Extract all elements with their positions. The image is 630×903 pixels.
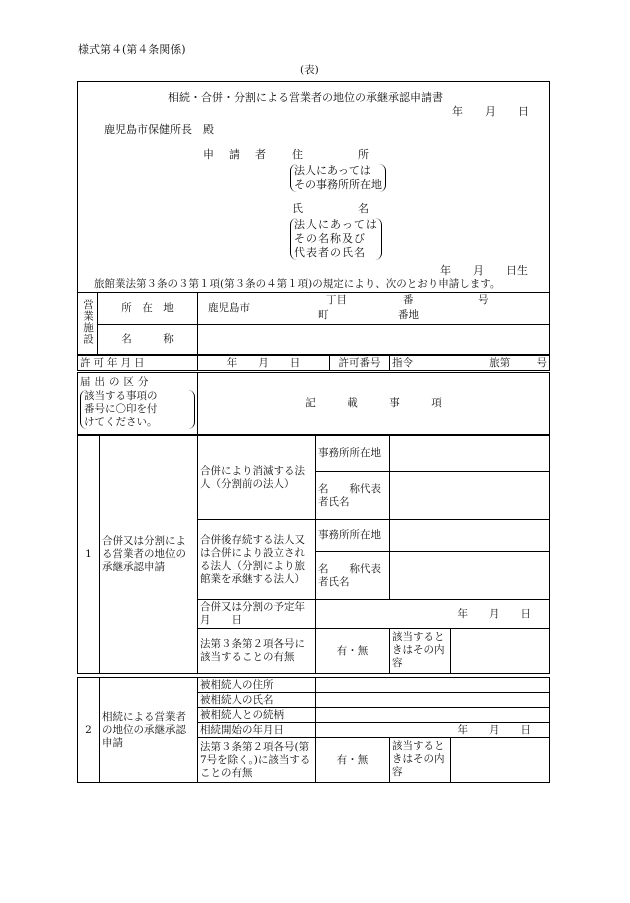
start-date-value[interactable]: 年 月 日 [316, 723, 550, 738]
surviving-corp-label: 合併後存続する法人又は合併により設立される法人（分割により旅館業を承継する法人） [198, 520, 316, 600]
entries-header: 記 載 事 項 [198, 373, 550, 435]
permit-date-value[interactable]: 年 月 日 [198, 356, 330, 371]
permit-table [77, 355, 550, 371]
details-value-2[interactable] [451, 738, 549, 782]
details-value[interactable] [451, 629, 549, 673]
name-value[interactable] [198, 325, 550, 355]
heir-row-label: 被相続人との続柄 [198, 708, 316, 723]
name-note-line: 代表者の氏名 [294, 246, 366, 259]
yes-no[interactable]: 有・無 [316, 629, 390, 674]
notification-note-line: けてください。 [84, 416, 158, 428]
addressee: 鹿児島市保健所長 殿 [104, 123, 214, 136]
planned-date-value[interactable]: 年 月 日 [316, 600, 550, 629]
name-label: 名 称 [98, 325, 198, 355]
statement: 旅館業法第３条の３第１項(第３条の４第１項)の規定により、次のとおり申請します。 [94, 278, 501, 290]
notification-note-line: 番号に〇印を付 [84, 403, 158, 415]
planned-date-label: 合併又は分割の予定年 月 日 [198, 600, 316, 629]
banchi: 番地 [398, 309, 419, 321]
permit-go: 号 [536, 356, 547, 369]
section1-number[interactable]: 1 [78, 436, 100, 674]
surviving-office-value[interactable] [390, 520, 550, 552]
details-label: 該当するときはその内容 [390, 629, 451, 673]
section2-table [77, 677, 550, 783]
go: 号 [478, 294, 489, 306]
permit-number-label: 許可番号 [330, 356, 390, 371]
applicant-name-label: 氏 名 [292, 202, 369, 215]
name-note-line: その名称及び [294, 232, 366, 245]
dissolved-office-value[interactable] [390, 436, 550, 472]
notification-cell [78, 373, 198, 435]
heir-row-value[interactable] [316, 708, 550, 723]
section2-number[interactable]: 2 [78, 678, 100, 783]
application-date[interactable]: 年 月 日 [452, 105, 529, 118]
section1-table [77, 435, 550, 674]
details-label-2: 該当するときはその内容 [390, 738, 451, 782]
details-cell-2[interactable] [390, 738, 550, 783]
ryokan: 旅第 [489, 356, 511, 369]
section2-label: 相続による営業者の地位の承継承認申請 [100, 678, 198, 783]
address-note [290, 164, 386, 192]
yes-no-2[interactable]: 有・無 [316, 738, 390, 783]
facility-table [77, 292, 550, 355]
name-note [290, 218, 382, 260]
heir-row-label: 被相続人の氏名 [198, 693, 316, 708]
address-note-line: その事務所所在地 [294, 178, 382, 191]
heir-row-value[interactable] [316, 693, 550, 708]
side-label: (表) [300, 64, 319, 76]
machi: 町 [318, 309, 329, 321]
name-note-line: 法人にあっては [294, 218, 378, 231]
city: 鹿児島市 [208, 302, 250, 314]
surviving-name-value[interactable] [390, 552, 550, 600]
dissolved-name-value[interactable] [390, 472, 550, 520]
applicant-address-label: 住 所 [292, 148, 369, 161]
name-rep-label-2: 名 称代表者氏名 [316, 552, 390, 600]
address-note-line: 法人にあっては [294, 164, 371, 177]
permit-number-parts [392, 357, 547, 370]
form-title: 相続・合併・分割による営業者の地位の承継承認申請書 [168, 91, 443, 104]
location-value[interactable] [198, 293, 550, 325]
art3-label-2: 法第３条第２項各号(第7号を除く。)に該当することの有無 [198, 738, 316, 783]
office-location-label-2: 事務所所在地 [316, 520, 390, 552]
chome: 丁目 [326, 294, 347, 306]
details-cell[interactable] [390, 629, 550, 674]
applicant-label: 申 請 者 [203, 148, 268, 161]
facility-group-label: 営業施設 [78, 293, 98, 355]
heir-row-value[interactable] [316, 678, 550, 693]
section1-label: 合併又は分割による営業者の地位の承継承認申請 [100, 436, 198, 674]
location-label: 所 在 地 [98, 293, 198, 325]
ban: 番 [403, 294, 414, 306]
notification-label: 届出の区分 [80, 376, 153, 388]
permit-date-label: 許可年月日 [78, 356, 198, 371]
form-number: 様式第４(第４条関係) [78, 43, 186, 56]
heir-row-label: 被相続人の住所 [198, 678, 316, 693]
art3-label: 法第３条第２項各号に該当することの有無 [198, 629, 316, 674]
dissolved-corp-label: 合併により消滅する法 人（分割前の法人） [198, 436, 316, 520]
heir-row-label: 相続開始の年月日 [198, 723, 316, 738]
name-rep-label: 名 称代表者氏名 [316, 472, 390, 520]
directive: 指令 [392, 356, 413, 369]
permit-number-value[interactable] [390, 356, 550, 371]
office-location-label: 事務所所在地 [316, 436, 390, 472]
notification-note [80, 390, 195, 429]
notification-note-line: 該当する事項の [84, 390, 158, 402]
notification-table [77, 372, 550, 435]
birth-date[interactable]: 年 月 日生 [440, 264, 528, 277]
